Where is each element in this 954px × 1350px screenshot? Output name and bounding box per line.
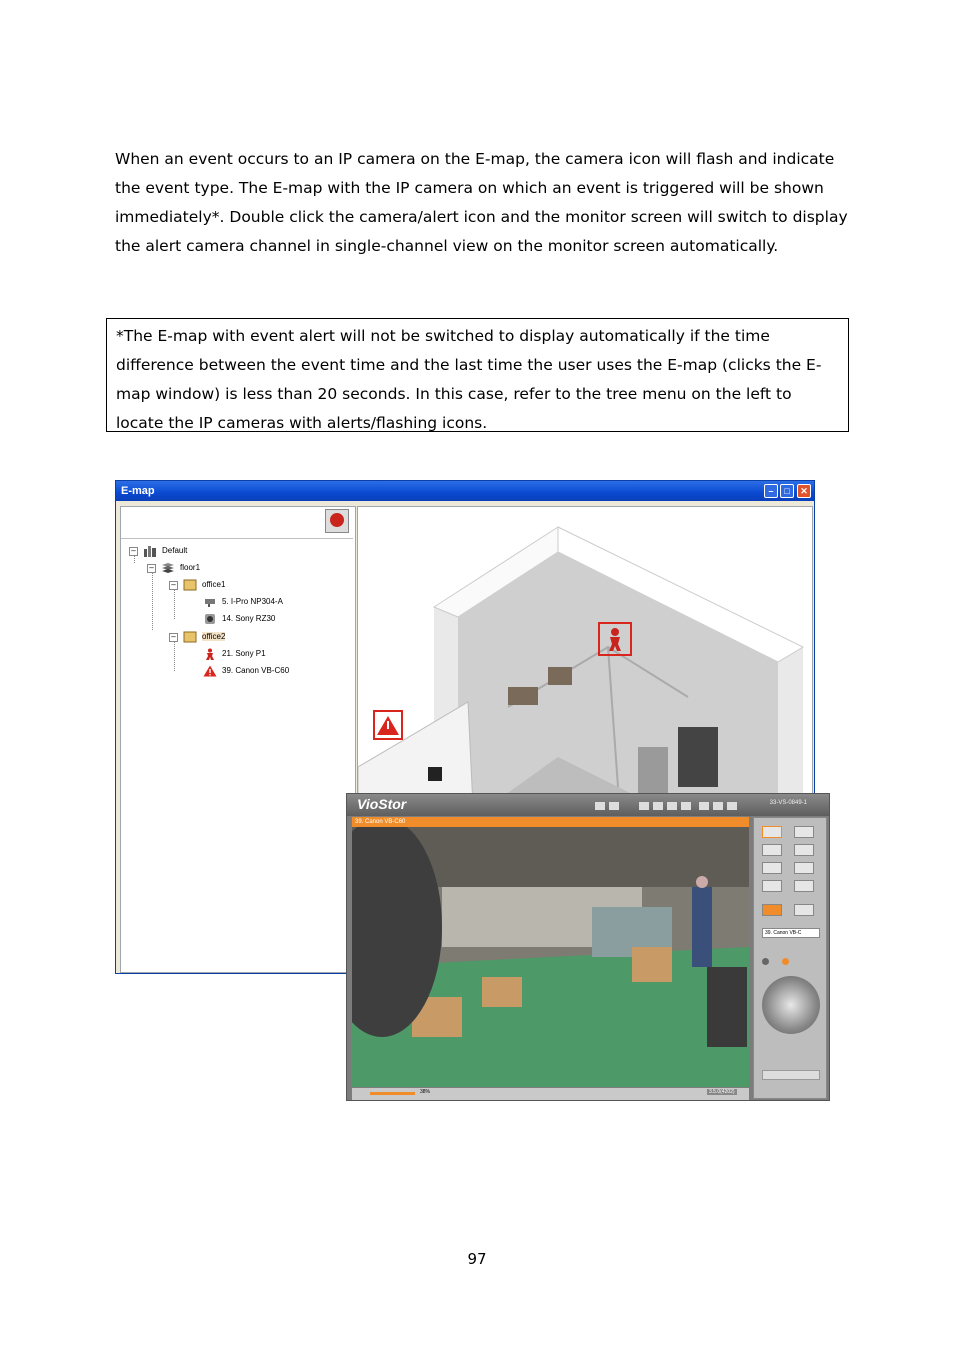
layout-12-button[interactable]	[762, 880, 782, 892]
toolbar-button[interactable]	[667, 802, 677, 810]
progress-label: 38%	[420, 1089, 431, 1095]
camera-channel-header	[352, 817, 749, 827]
note-box	[106, 318, 849, 432]
video-timestamp: 3.5.0(4202)	[709, 1089, 735, 1095]
tree-item-camera-sony-p1[interactable]: 21. Sony P1	[203, 646, 266, 662]
viostor-monitor	[346, 793, 830, 1101]
viostor-version: 33-VS-0849-1	[769, 800, 807, 806]
close-icon[interactable]: ✕	[797, 484, 811, 498]
play-icon[interactable]	[699, 802, 709, 810]
toolbar-button[interactable]	[713, 802, 723, 810]
intro-paragraph: When an event occurs to an IP camera on the E-map, the camera icon will flash and indicate the event type. The E-map with the IP camera on which an event is triggered will be shown immediately*. Double click the camera/alert icon and the monitor screen will switch to display the alert camera channel in single-channel view on the monitor screen automatically.	[115, 150, 848, 255]
tree-item-office1[interactable]: office1	[183, 577, 225, 593]
layout-6-button[interactable]	[762, 844, 782, 856]
warning-icon	[203, 665, 217, 677]
toolbar-button[interactable]	[727, 802, 737, 810]
emap-titlebar	[116, 481, 814, 501]
note-text: *The E-map with event alert will not be switched to display automatically if the time difference between the event time and the last time the user uses the E-map (clicks the E-map window) is less than 20 seconds. In this case, refer to the tree menu on the left to locate the IP cameras with alerts/flashing icons.	[116, 327, 822, 432]
minimize-icon[interactable]: –	[764, 484, 778, 498]
toolbar-button[interactable]	[653, 802, 663, 810]
sequence-button[interactable]	[762, 904, 782, 916]
preset-buttons[interactable]	[762, 1070, 820, 1080]
ptz-camera-icon	[203, 613, 217, 625]
maximize-icon[interactable]: □	[780, 484, 794, 498]
layout-16-button[interactable]	[794, 880, 814, 892]
camera-icon	[203, 596, 217, 608]
emap-title: E-map	[121, 485, 155, 497]
toolbar-button[interactable]	[681, 802, 691, 810]
viostor-side-panel	[753, 817, 827, 1099]
map-icon	[183, 631, 197, 643]
tree-item-default[interactable]: Default	[143, 543, 187, 559]
layout-8-button[interactable]	[794, 844, 814, 856]
layout-1-button[interactable]	[762, 826, 782, 838]
alarm-icon[interactable]	[325, 509, 349, 533]
progress-bar	[370, 1092, 415, 1095]
camera-video-frame[interactable]	[352, 827, 749, 1087]
record-icon[interactable]	[782, 958, 789, 965]
map-icon	[183, 579, 197, 591]
layout-4-button[interactable]	[794, 826, 814, 838]
toolbar-button[interactable]	[595, 802, 605, 810]
layout-9-button[interactable]	[762, 862, 782, 874]
tree-item-camera-sony-rz30[interactable]: 14. Sony RZ30	[203, 611, 275, 627]
tree-item-camera-ipro[interactable]: 5. I-Pro NP304-A	[203, 594, 283, 610]
viostor-logo: VioStor	[357, 796, 407, 812]
video-status-bar	[352, 1088, 749, 1100]
speaker-icon[interactable]	[762, 958, 769, 965]
layout-10-button[interactable]	[794, 862, 814, 874]
toolbar-button[interactable]	[609, 802, 619, 810]
warehouse-video-image	[352, 827, 749, 1087]
viostor-toolbar	[347, 794, 829, 816]
tree-item-office2[interactable]: office2	[183, 629, 225, 645]
emap-button[interactable]	[794, 904, 814, 916]
building-icon	[143, 545, 157, 557]
channel-select[interactable]: 39. Canon VB-C	[762, 928, 820, 938]
motion-alert-icon	[203, 648, 217, 660]
toolbar-button[interactable]	[639, 802, 649, 810]
page-number: 97	[467, 1250, 487, 1268]
camera-channel-title: 39. Canon VB-C60	[355, 819, 406, 825]
tree-item-floor1[interactable]: floor1	[161, 560, 200, 576]
ptz-control[interactable]	[762, 976, 820, 1034]
floor-icon	[161, 562, 175, 574]
emap-tree-pane: – Default – floor1 – office1 5. I-Pro NP304-A 14. Sony RZ30 – office2 21. Sony P1 39. Canon VB-C60	[120, 506, 356, 973]
tree-item-camera-canon[interactable]: 39. Canon VB-C60	[203, 663, 289, 679]
